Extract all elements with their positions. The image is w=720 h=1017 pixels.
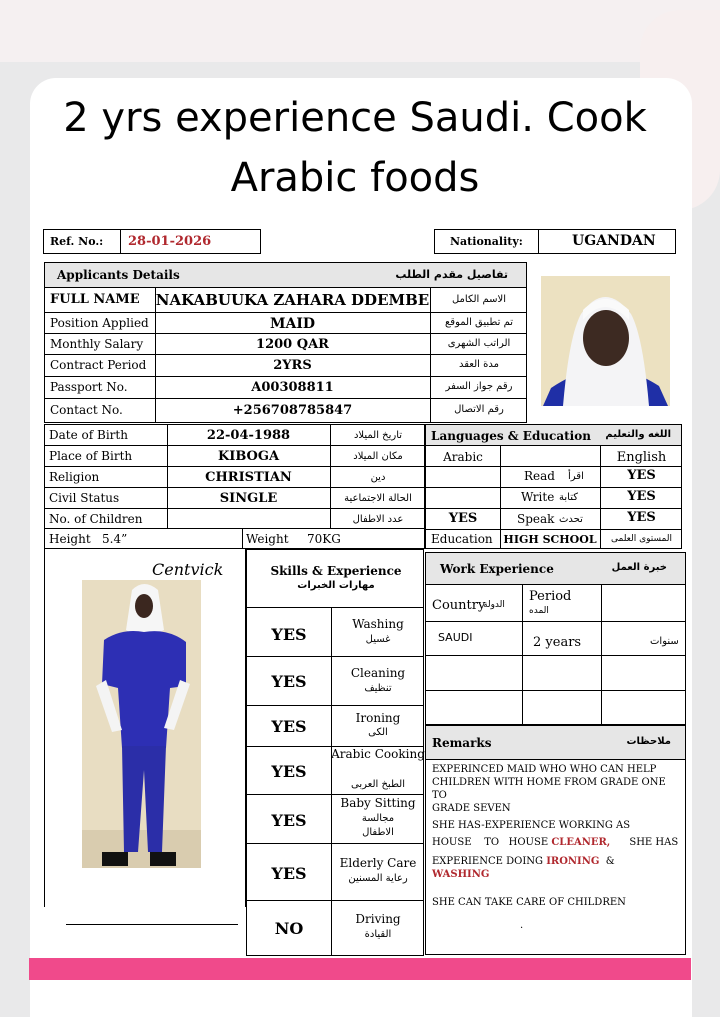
remark-line-5 (432, 836, 682, 849)
ref-label: Ref. No.: (50, 235, 104, 248)
remarks-header (426, 726, 685, 759)
skill-cleaning-value: YES (271, 672, 307, 691)
period-label: Period (529, 589, 572, 604)
applicants-table (44, 262, 527, 423)
remark-cleaner: CLEANER, (551, 837, 611, 848)
pob-label: Place of Birth (49, 449, 133, 463)
period-ar: المده (529, 606, 549, 616)
height-value: 5.4” (102, 532, 128, 546)
remarks-header-label: Remarks (432, 736, 492, 750)
country-label: Country (432, 598, 486, 613)
speak-label: Speak (517, 512, 555, 526)
civil-ar: الحالة الاجتماعية (344, 493, 412, 504)
country-ar: الدولة (483, 600, 505, 610)
remark-dot: . (520, 920, 524, 931)
salary-value: 1200 QAR (256, 337, 329, 352)
weight-label: Weight (246, 532, 289, 546)
work-period-ar: سنوات (650, 636, 679, 647)
skill-ironing-value: YES (271, 717, 307, 736)
signature-line (66, 924, 238, 925)
write-ar: كتابة (559, 492, 578, 503)
skill-cooking-name: Arabic Cooking (331, 747, 425, 761)
work-header-label: Work Experience (440, 562, 554, 576)
speak-ar: تحدث (559, 514, 583, 525)
salary-ar: الراتب الشهرى (447, 338, 511, 349)
languages-header-ar: اللغه والتعليم (605, 429, 671, 440)
languages-header (426, 425, 681, 445)
education-ar: المستوى العلمى (610, 534, 672, 544)
religion-label: Religion (49, 470, 100, 484)
fullname-value: NAKABUUKA ZAHARA DDEMBE (155, 291, 430, 309)
dob-value: 22-04-1988 (206, 428, 291, 443)
skill-washing-name: Washing (352, 617, 404, 631)
lang-yes: YES (448, 511, 478, 526)
skill-cleaning-name: Cleaning (350, 666, 406, 680)
applicants-header-label: Applicants Details (57, 268, 180, 282)
read-ar: اقرأ (568, 471, 584, 482)
lang-arabic: Arabic (443, 450, 483, 464)
remark-line-1: EXPERINCED MAID WHO WHO CAN HELP (432, 764, 657, 775)
skill-washing-ar: غسيل (365, 634, 391, 645)
applicant-full-photo (82, 580, 201, 868)
write-value: YES (627, 489, 656, 504)
work-country: SAUDI (438, 631, 473, 644)
skill-elderly-value: YES (271, 864, 307, 883)
height-label: Height (49, 532, 91, 546)
nationality-label: Nationality: (450, 235, 523, 248)
skill-cooking-ar: الطبخ العربى (351, 779, 405, 790)
remark-line-6 (432, 855, 682, 868)
passport-ar: رقم جواز السفر (445, 381, 513, 392)
skill-driving-ar: القيادة (364, 929, 392, 940)
read-label: Read (524, 469, 555, 483)
dob-label: Date of Birth (49, 428, 128, 442)
weight-value: 70KG (307, 532, 341, 546)
title-line-2: Arabic foods (230, 155, 480, 201)
lang-english: English (616, 450, 667, 465)
contract-label: Contract Period (50, 358, 147, 372)
remark-experience-doing: EXPERIENCE DOING (432, 856, 544, 867)
ref-value: 28-01-2026 (128, 234, 212, 249)
skills-header-ar: مهارات الخبرات (297, 580, 375, 591)
skill-cleaning-ar: تنظيف (364, 683, 392, 694)
work-header-ar: خبرة العمل (611, 562, 667, 573)
remark-line-4: SHE HAS-EXPERIENCE WORKING AS (432, 820, 631, 831)
skill-babysitting-value: YES (271, 811, 307, 830)
salary-label: Monthly Salary (50, 337, 144, 351)
remark-line-8: SHE CAN TAKE CARE OF CHILDREN (432, 897, 626, 908)
nationality-value: UGANDAN (572, 233, 656, 249)
title-line-1: 2 yrs experience Saudi. Cook (63, 95, 647, 141)
skill-driving-value: NO (274, 919, 304, 938)
skill-washing-value: YES (271, 625, 307, 644)
work-header (426, 553, 685, 584)
nationality-box (434, 229, 676, 254)
education-value: HIGH SCHOOL (503, 533, 597, 546)
ref-box (43, 229, 261, 254)
fullname-ar: الاسم الكامل (451, 294, 507, 305)
signature: Centvick (152, 560, 224, 579)
languages-header-label: Languages & Education (431, 429, 591, 443)
remarks-box (425, 725, 686, 955)
remarks-header-ar: ملاحظات (626, 736, 671, 747)
remark-house-1: HOUSE (432, 837, 472, 848)
passport-label: Passport No. (50, 380, 128, 394)
skill-elderly-name: Elderly Care (339, 856, 417, 870)
religion-value: CHRISTIAN (205, 470, 292, 485)
remark-ampersand: & (605, 856, 615, 867)
write-label: Write (521, 490, 555, 504)
read-value: YES (627, 468, 656, 483)
applicants-header (45, 263, 526, 287)
remark-house-2: HOUSE (508, 837, 549, 848)
passport-value: A00308811 (251, 380, 334, 395)
skill-babysitting-name: Baby Sitting (340, 796, 416, 810)
position-label: Position Applied (50, 316, 149, 330)
skill-driving-name: Driving (355, 912, 401, 926)
remark-line-2: CHILDREN WITH HOME FROM GRADE ONE TO (432, 777, 666, 801)
personal-table (44, 424, 425, 529)
position-ar: تم تطبيق الموقع (444, 317, 514, 328)
pob-value: KIBOGA (217, 449, 280, 464)
languages-table (425, 424, 682, 549)
fullname-label: FULL NAME (50, 292, 140, 307)
remark-ironing: IRONING (546, 856, 600, 867)
remark-she-has: SHE HAS (629, 837, 679, 848)
skills-header: Skills & Experience (270, 564, 402, 578)
remark-line-3: GRADE SEVEN (432, 803, 511, 814)
remarks-text (432, 763, 682, 932)
work-period: 2 years (533, 635, 582, 650)
remark-to: TO (484, 837, 500, 848)
footer-bar (29, 958, 691, 980)
dob-ar: تاريخ الميلاد (353, 430, 403, 441)
remark-line-7: WASHING (432, 869, 490, 880)
religion-ar: دين (370, 472, 386, 483)
contract-value: 2YRS (273, 358, 312, 373)
background-top (0, 0, 720, 62)
contact-ar: رقم الاتصال (454, 404, 504, 415)
contract-ar: مدة العقد (459, 359, 499, 370)
skills-table (246, 549, 424, 956)
skill-babysitting-ar: مجالسة الاطفال (361, 813, 395, 838)
applicants-header-ar: تفاصيل مقدم الطلب (395, 268, 508, 281)
children-ar: عدد الاطفال (352, 514, 404, 525)
page-title (30, 88, 680, 208)
skill-cooking-value: YES (271, 762, 307, 781)
contact-label: Contact No. (50, 403, 123, 417)
education-label: Education (431, 532, 493, 546)
height-weight-row (44, 528, 425, 549)
civil-value: SINGLE (219, 491, 278, 506)
skill-ironing-ar: الكى (368, 727, 388, 738)
civil-label: Civil Status (49, 491, 120, 505)
children-label: No. of Children (49, 512, 143, 526)
skill-ironing-name: Ironing (355, 711, 401, 725)
pob-ar: مكان الميلاد (353, 451, 403, 462)
contact-value: +256708785847 (232, 403, 353, 418)
work-table (425, 552, 686, 725)
skill-elderly-ar: رعاية المسنين (348, 873, 408, 884)
applicant-headshot (541, 276, 670, 406)
speak-value: YES (627, 510, 656, 525)
position-value: MAID (269, 316, 316, 332)
